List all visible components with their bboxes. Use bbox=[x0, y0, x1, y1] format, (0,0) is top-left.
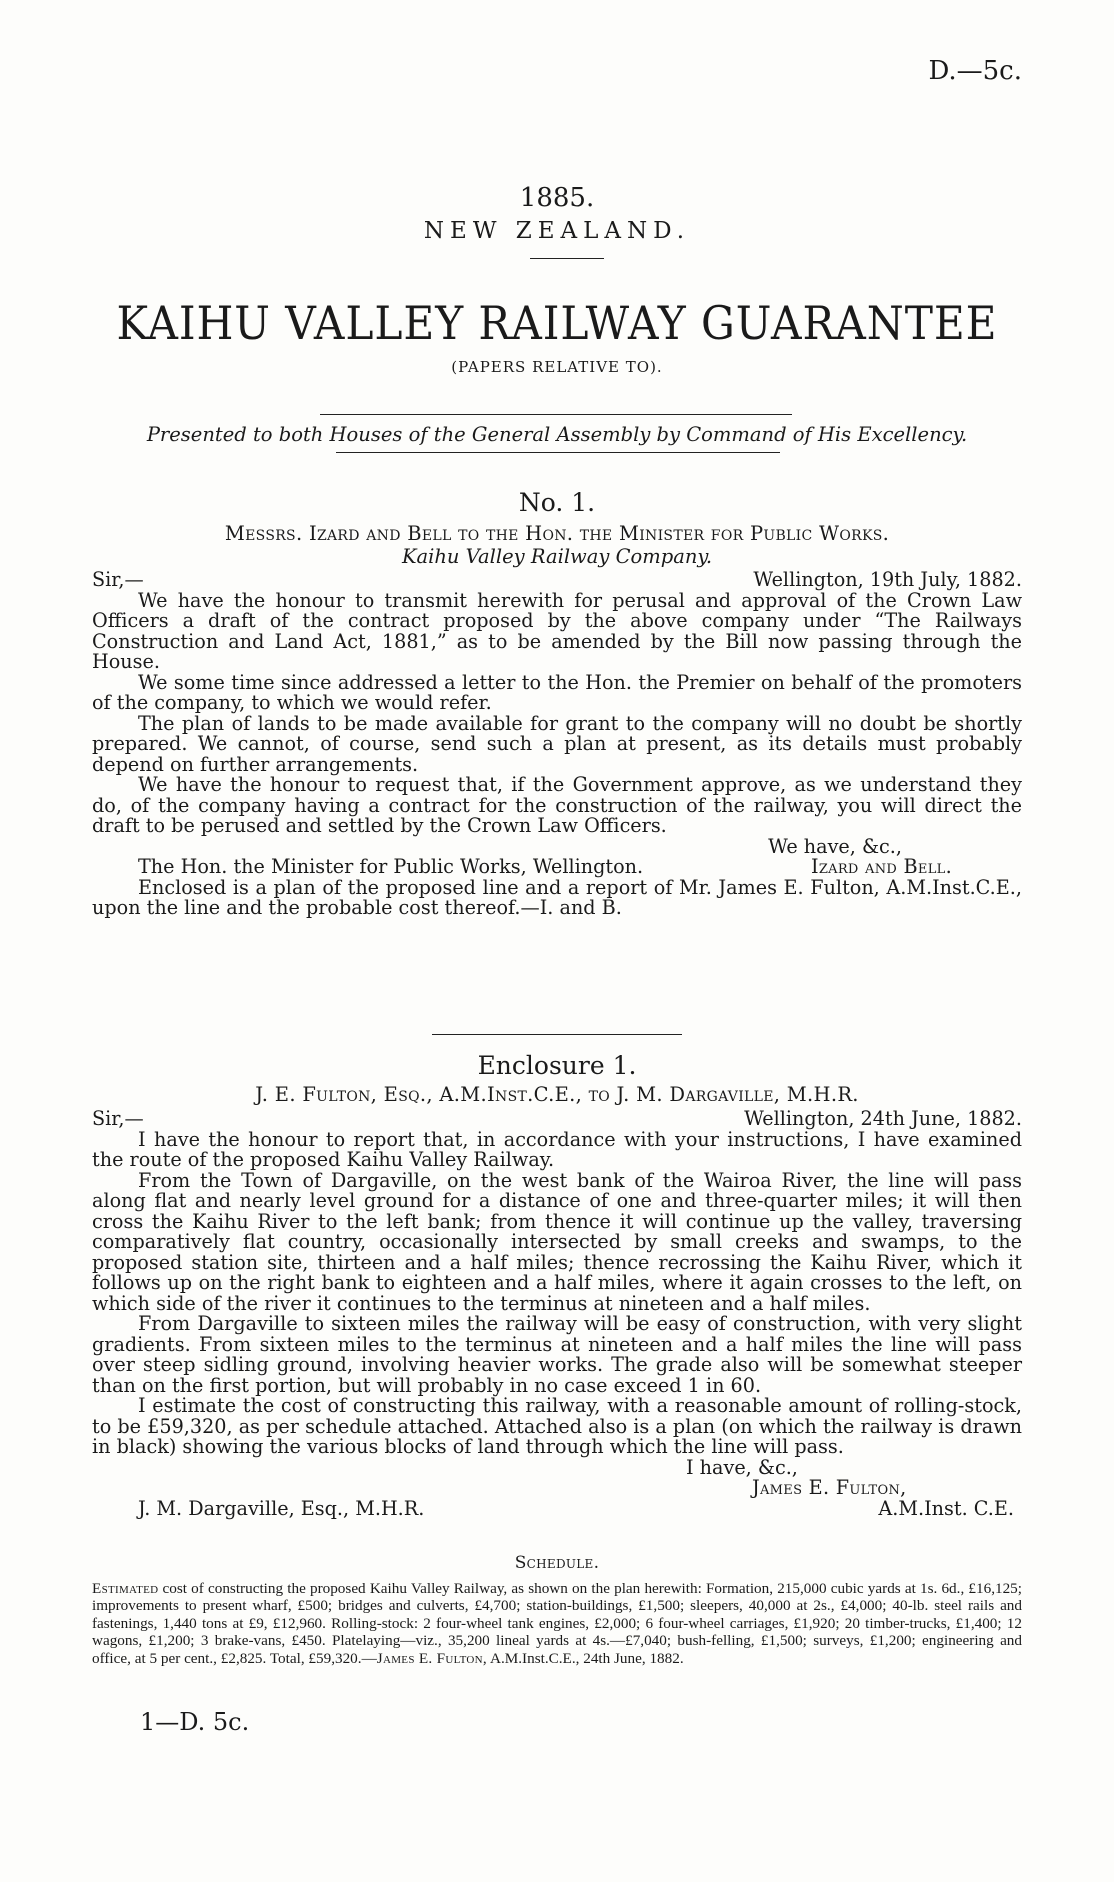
schedule-body: cost of constructing the proposed Kaihu Valley Railway, as shown on the plan herewith: Formation, 215,000 cubic yards at 1s. 6d., £16,125; improvements to present wharf, £500; bridges and culverts, £4,700; station-buildings, £1,500; sleepers, 40,000 at 2s., £4,000; 40-lb. steel rails and fastenings, 1,440 tons at £9, £12,960. Rolling-stock: 2 four-wheel tank engines, £2,000; 6 four-wheel carriages, £1,920; 20 timber-trucks, £1,400; 12 wagons, £1,200; 3 brake-vans, £450. Platelaying—viz., 35,200 lineal yards at 4s.—£7,040; bush-felling, £1,500; surveys, £1,200; engineering and office, at 5 per cent., £2,825. Total, £59,320.— bbox=[92, 1580, 1022, 1667]
rule-bottom bbox=[336, 452, 780, 453]
closing: I have, &c., bbox=[686, 1455, 798, 1479]
paragraph: The plan of lands to be made available for grant to the company will no doubt be shortly prepared. We cannot, of course, send such a plan at present, as its details must probably depend on further arrangements. bbox=[92, 711, 1022, 776]
paragraph: We have the honour to request that, if the Government approve, as we understand they do, of the company having a contract for the construction of the railway, you will direct the draft to be perused and settled by the Crown Law Officers. bbox=[92, 773, 1022, 837]
document-title: KAIHU VALLEY RAILWAY GUARANTEE bbox=[116, 296, 998, 350]
document-subtitle: (PAPERS RELATIVE TO). bbox=[451, 358, 663, 376]
schedule-heading: Schedule. bbox=[514, 1553, 600, 1573]
letter-heading: Messrs. Izard and Bell to the Hon. the Minister for Public Works. bbox=[224, 522, 890, 545]
paragraph: I have the honour to report that, in accordance with your instructions, I have examined the route of the proposed Kaihu Valley Railway. bbox=[92, 1127, 1022, 1171]
country: NEW ZEALAND. bbox=[423, 218, 691, 244]
paragraph: From Dargaville to sixteen miles the railway will be easy of construction, with very slight gradients. From sixteen miles to the terminus at nineteen and a half miles the line will pass over steep sidling ground, involving heavier works. The grade also will be somewhat steeper than on the first portion, but will probably in no case exceed 1 in 60. bbox=[92, 1312, 1022, 1397]
year: 1885. bbox=[519, 183, 595, 213]
schedule-signer: James E. Fulton, bbox=[376, 1649, 488, 1667]
place-date: Wellington, 19th July, 1882. bbox=[753, 568, 1022, 591]
signature: Izard and Bell. bbox=[810, 855, 952, 878]
section-rule bbox=[432, 1034, 682, 1035]
addressee: The Hon. the Minister for Public Works, Wellington. bbox=[138, 855, 644, 878]
enclosure-heading: Enclosure 1. bbox=[477, 1051, 637, 1080]
schedule-signer-tail: A.M.Inst.C.E., 24th June, 1882. bbox=[489, 1649, 684, 1667]
salutation: Sir,— bbox=[92, 568, 144, 591]
footer-reference: 1—D. 5c. bbox=[140, 1708, 250, 1736]
rule-top bbox=[320, 414, 792, 415]
credential: A.M.Inst. C.E. bbox=[878, 1496, 1014, 1520]
place-date: Wellington, 24th June, 1882. bbox=[744, 1107, 1022, 1130]
enclosure-from-to: J. E. Fulton, Esq., A.M.Inst.C.E., to J. M. Dargaville, M.H.R. bbox=[255, 1083, 859, 1106]
paragraph: From the Town of Dargaville, on the west bank of the Wairoa River, the line will pass along flat and nearly level ground for a distance of one and three-quarter miles; it will then cross the Kaihu River to the left bank; from thence it will continue up the valley, traversing comparatively flat country, occasionally intersected by small creeks and swamps, to the proposed station site, thirteen and a half miles; thence recrossing the Kaihu River, which it follows up on the right bank to eighteen and a half miles, where it again crosses to the left, on which side of the river it continues to the terminus at nineteen and a half miles. bbox=[92, 1168, 1022, 1315]
signature: James E. Fulton, bbox=[752, 1476, 907, 1499]
postscript: Enclosed is a plan of the proposed line and a report of Mr. James E. Fulton, A.M.Inst.C.E., upon the line and the probable cost thereof.—I. and B. bbox=[92, 875, 1022, 919]
company-name: Kaihu Valley Railway Company. bbox=[401, 545, 713, 568]
addressee: J. M. Dargaville, Esq., M.H.R. bbox=[138, 1496, 425, 1520]
enclosure-body bbox=[92, 1109, 1022, 1519]
presented-line: Presented to both Houses of the General Assembly by Command of His Excellency. bbox=[146, 423, 968, 446]
schedule-text bbox=[92, 1580, 1022, 1667]
letter-number: No. 1. bbox=[518, 488, 596, 517]
page-reference: D.—5c. bbox=[928, 56, 1022, 86]
letter-body bbox=[92, 570, 1022, 919]
closing: We have, &c., bbox=[768, 834, 902, 858]
paragraph: We have the honour to transmit herewith for perusal and approval of the Crown Law Officers a draft of the contract proposed by the above company under “The Railways Construction and Land Act, 1881,” as to be amended by the Bill now passing through the House. bbox=[92, 588, 1022, 673]
salutation: Sir,— bbox=[92, 1107, 144, 1130]
schedule-lead: Estimated bbox=[92, 1580, 159, 1597]
paragraph: I estimate the cost of constructing this railway, with a reasonable amount of rolling-stock, to be £59,320, as per schedule attached. Attached also is a plan (on which the railway is drawn in black) showing the various blocks of land through which the line will pass. bbox=[92, 1394, 1022, 1458]
short-rule bbox=[530, 258, 604, 259]
paragraph: We some time since addressed a letter to the Hon. the Premier on behalf of the promoters of the company, to which we would refer. bbox=[92, 670, 1022, 714]
